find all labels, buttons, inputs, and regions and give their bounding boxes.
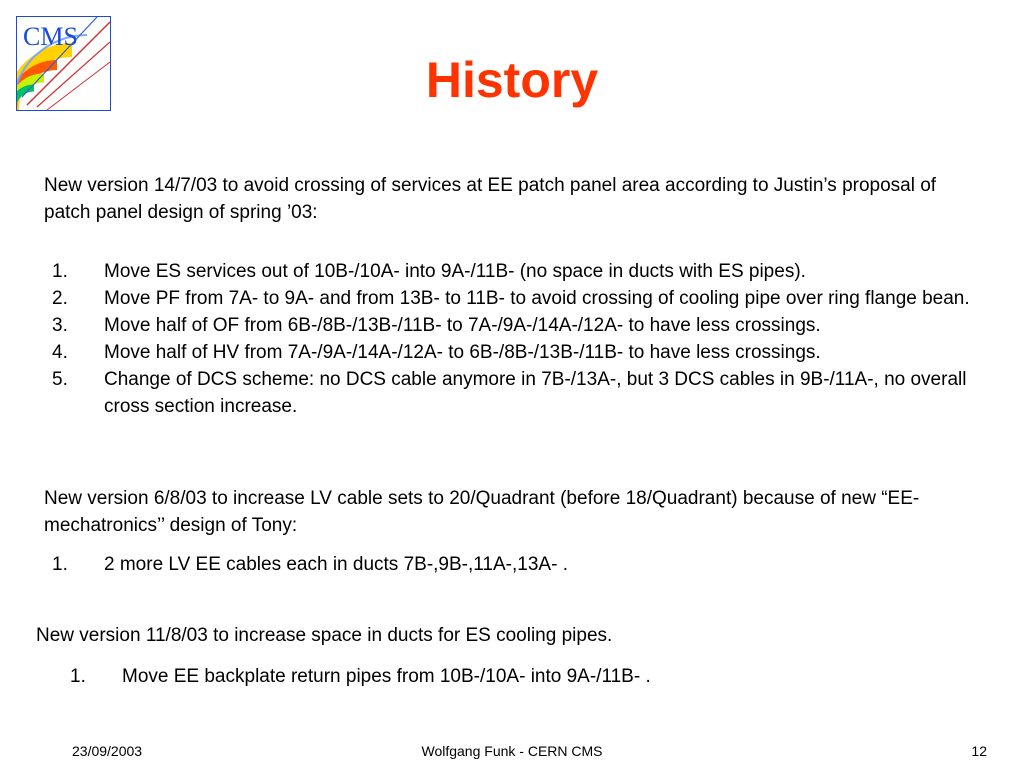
history-section-2 [44,485,984,578]
section-intro: New version 14/7/03 to avoid crossing of services at EE patch panel area according to Justin’s proposal of patch panel design of spring ’03: [44,175,937,223]
list-item [52,312,984,339]
history-section-1 [44,172,984,420]
footer-date: 23/09/2003 [72,743,143,759]
item-text: Move PF from 7A- to 9A- and from 13B- to 11B- to avoid crossing of cooling pipe over ring flange bean. [104,288,970,309]
item-number: 1. [52,261,68,282]
history-section-3 [36,622,976,690]
item-number: 2. [52,288,68,309]
list-item [70,663,976,690]
step-list [44,258,984,420]
list-item [52,258,984,285]
item-number: 5. [52,369,68,390]
list-item [52,339,984,366]
item-text: Move ES services out of 10B-/10A- into 9A-/11B- (no space in ducts with ES pipes). [104,261,806,282]
section-intro: New version 6/8/03 to increase LV cable sets to 20/Quadrant (before 18/Quadrant) because of new “EE-mechatronics’’ design of Tony: [44,488,920,536]
item-number: 4. [52,342,68,363]
footer-page-number: 12 [971,743,987,759]
step-list [36,663,976,690]
footer-author: Wolfgang Funk - CERN CMS [421,743,603,759]
list-item [52,285,984,312]
list-item [52,551,984,578]
item-text: 2 more LV EE cables each in ducts 7B-,9B-,11A-,13A- . [104,554,568,575]
section-intro: New version 11/8/03 to increase space in ducts for ES cooling pipes. [36,625,613,646]
cms-logo-text: CMS [23,22,78,51]
item-number: 1. [52,554,68,575]
step-list [44,551,984,578]
item-number: 1. [70,666,86,687]
item-text: Change of DCS scheme: no DCS cable anymore in 7B-/13A-, but 3 DCS cables in 9B-/11A-, no overall cross section increase. [104,369,967,417]
item-text: Move half of HV from 7A-/9A-/14A-/12A- to 6B-/8B-/13B-/11B- to have less crossings. [104,342,821,363]
item-text: Move half of OF from 6B-/8B-/13B-/11B- to 7A-/9A-/14A-/12A- to have less crossings. [104,315,821,336]
item-number: 3. [52,315,68,336]
page-title: History [425,52,599,108]
list-item [52,366,984,420]
item-text: Move EE backplate return pipes from 10B-/10A- into 9A-/11B- . [122,666,651,687]
